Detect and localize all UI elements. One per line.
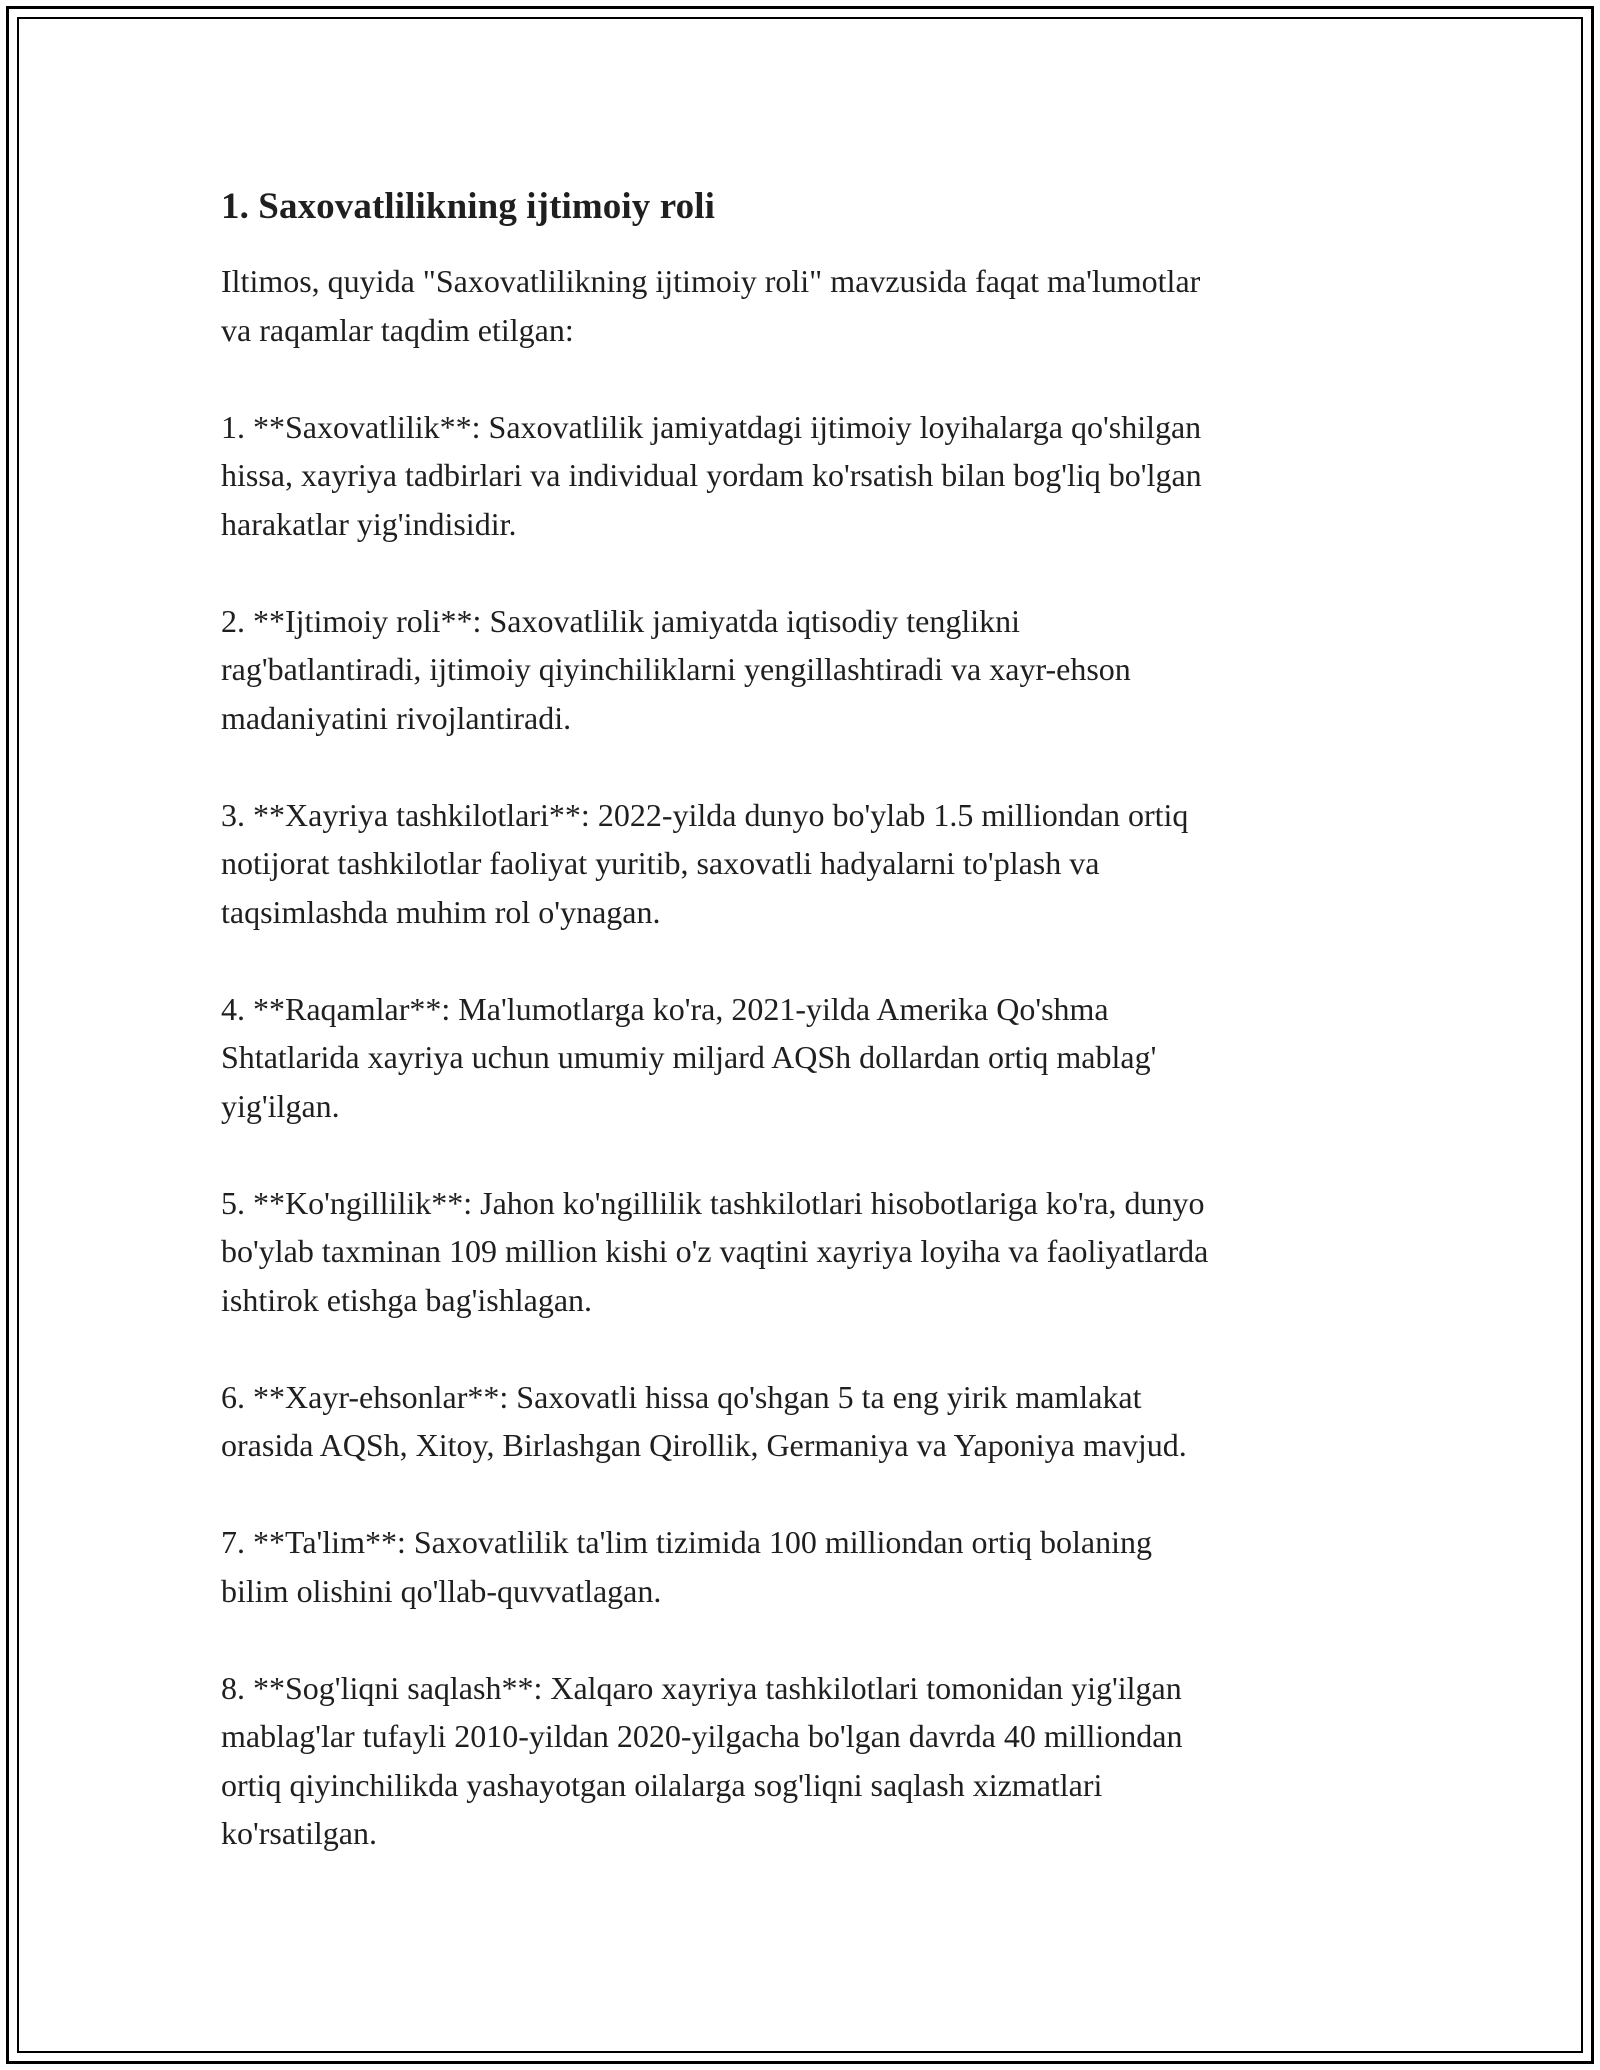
list-item-7: 7. **Ta'lim**: Saxovatlilik ta'lim tizimida 100 milliondan ortiq bolaning bilim olishini qo'llab-quvvatlagan.	[221, 1524, 1152, 1609]
list-item-3: 3. **Xayriya tashkilotlari**: 2022-yilda dunyo bo'ylab 1.5 milliondan ortiq notijorat tashkilotlar faoliyat yuritib, saxovatli hadyalarni to'plash va taqsimlashda muhim rol o'ynagan.	[221, 796, 1189, 930]
list-item-8: 8. **Sog'liqni saqlash**: Xalqaro xayriya tashkilotlari tomonidan yig'ilgan mablag'lar tufayli 2010-yildan 2020-yilgacha bo'lgan davrda 40 milliondan ortiq qiyinchilikda yashayotgan oilalarga sog'liqni saqlash xizmatlari ko'rsatilgan.	[221, 1669, 1183, 1851]
intro-paragraph: Iltimos, quyida "Saxovatlilikning ijtimoiy roli" mavzusida faqat ma'lumotlar va raqamlar taqdim etilgan:	[221, 263, 1201, 348]
list-item-6: 6. **Xayr-ehsonlar**: Saxovatli hissa qo'shgan 5 ta eng yirik mamlakat orasida AQSh, Xitoy, Birlashgan Qirollik, Germaniya va Yaponiya mavjud.	[221, 1378, 1187, 1463]
list-item-4: 4. **Raqamlar**: Ma'lumotlarga ko'ra, 2021-yilda Amerika Qo'shma Shtatlarida xayriya uchun umumiy miljard AQSh dollardan ortiq mablag' yig'ilgan.	[221, 990, 1157, 1124]
list-item-5: 5. **Ko'ngillilik**: Jahon ko'ngillilik tashkilotlari hisobotlariga ko'ra, dunyo bo'ylab taxminan 109 million kishi o'z vaqtini xayriya loyiha va faoliyatlarda ishtirok etishga bag'ishlagan.	[221, 1184, 1209, 1318]
document-title: 1. Saxovatlilikning ijtimoiy roli	[221, 186, 715, 227]
list-item-1: 1. **Saxovatlilik**: Saxovatlilik jamiyatdagi ijtimoiy loyihalarga qo'shilgan hissa, xayriya tadbirlari va individual yordam ko'rsatish bilan bog'liq bo'lgan harakatlar yig'indisidir.	[221, 408, 1202, 542]
list-item-2: 2. **Ijtimoiy roli**: Saxovatlilik jamiyatda iqtisodiy tenglikni rag'batlantiradi, ijtimoiy qiyinchiliklarni yengillashtiradi va xayr-ehson madaniyatini rivojlantiradi.	[221, 602, 1131, 736]
document-body	[221, 185, 1401, 1906]
